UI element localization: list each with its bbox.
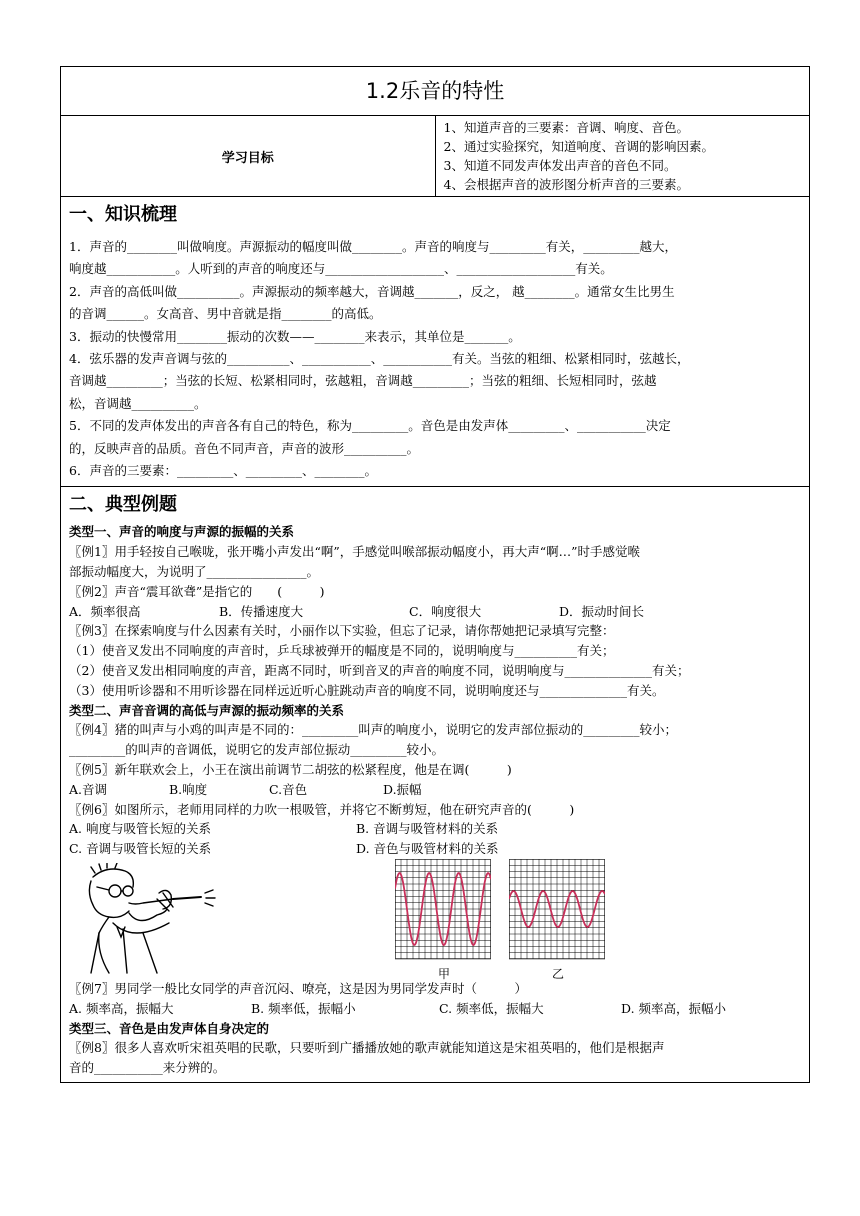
knowledge-line: 的音调______。女高音、男中音就是指________的高低。: [69, 306, 382, 322]
option: A．频率很高: [69, 603, 141, 619]
waveform-graph-jia: [395, 859, 491, 967]
option: C．响度很大: [409, 603, 482, 619]
option: C. 音调与吸管长短的关系: [69, 841, 212, 857]
option: C. 频率低，振幅大: [439, 1000, 544, 1016]
example-line: 〖例5〗新年联欢会上，小王在演出前调节二胡弦的松紧程度，他是在调( ): [69, 762, 512, 778]
options-row: [69, 819, 801, 839]
example-line: （2）使音叉发出相同响度的声音，距离不同时，听到音叉的声音的响度不同，说明响度与______________有关；: [69, 663, 690, 679]
option: B.响度: [169, 781, 208, 797]
options-row: [69, 780, 801, 800]
option: C.音色: [269, 781, 308, 797]
example-line: 音的___________来分辨的。: [69, 1060, 226, 1076]
knowledge-line: 1．声音的________叫做响度。声源振动的幅度叫做________。声音的响度与_________有关，_________越大，: [69, 239, 677, 254]
option: A. 响度与吸管长短的关系: [69, 821, 211, 837]
knowledge-line: 6．声音的三要素：_________、_________、________。: [69, 463, 377, 479]
section-heading: 一、知识梳理: [69, 204, 177, 225]
section-heading: 二、典型例题: [69, 494, 177, 516]
knowledge-section: [61, 197, 810, 487]
examples-section: [61, 487, 810, 1083]
option: D. 音色与吸管材料的关系: [356, 841, 499, 857]
knowledge-line: 4．弦乐器的发声音调与弦的__________、___________、___________有关。当弦的粗细、松紧相同时，弦越长，: [69, 351, 690, 367]
knowledge-line: 3．振动的快慢常用________振动的次数——________来表示，其单位是_______。: [69, 328, 521, 344]
options-row: [69, 602, 801, 622]
options-row: [69, 839, 801, 859]
knowledge-line: 的，反映声音的品质。音色不同声音，声音的波形__________。: [69, 440, 420, 456]
waveform-graph-yi: [509, 859, 605, 967]
knowledge-line: 5．不同的发声体发出的声音各有自己的特色，称为_________。音色是由发声体_________、___________决定: [69, 418, 671, 434]
options-row: [69, 999, 801, 1019]
option: B. 频率低，振幅小: [251, 1000, 356, 1016]
example-line: 〖例1〗用手轻按自己喉咙，张开嘴小声发出“啊”，手感觉叫喉部振动幅度小，再大声“啊…”时手感觉喉: [69, 544, 641, 560]
option: B. 音调与吸管材料的关系: [356, 821, 499, 837]
example-line: _________的叫声的音调低，说明它的发声部位振动_________较小。: [69, 742, 445, 758]
goal-item: 2、通过实验探究，知道响度、音调的影响因素。: [443, 139, 714, 154]
teacher-blowing-straw-illustration: [73, 863, 223, 975]
page-title: 1.2乐音的特性: [61, 67, 810, 116]
example-line: （1）使音叉发出不同响度的声音时，乒乓球被弹开的幅度是不同的，说明响度与__________有关；: [69, 643, 615, 659]
option: D.振幅: [383, 781, 422, 797]
type-heading: 类型二、声音音调的高低与声源的振动频率的关系: [69, 702, 345, 718]
knowledge-line: 松，音调越__________。: [69, 395, 207, 411]
option: D．振动时间长: [559, 603, 645, 619]
example-line: 〖例7〗男同学一般比女同学的声音沉闷、嘹亮，这是因为男同学发声时（ ）: [69, 981, 527, 997]
option: B．传播速度大: [219, 603, 304, 619]
type-heading: 类型三、音色是由发声体自身决定的: [69, 1020, 270, 1036]
worksheet: [60, 66, 810, 1083]
example-line: 〖例4〗猪的叫声与小鸡的叫声是不同的：_________叫声的响度小，说明它的发声部位振动的_________较小；: [69, 722, 677, 738]
example-line: 〖例6〗如图所示，老师用同样的力吹一根吸管，并将它不断剪短，他在研究声音的( ): [69, 801, 575, 817]
example-line: 〖例2〗声音“震耳欲聋”是指它的 ( ): [69, 583, 325, 599]
knowledge-line: 音调越_________；当弦的长短、松紧相同时，弦越粗，音调越_________；当弦的粗细、长短相同时，弦越: [69, 373, 657, 389]
goal-item: 3、知道不同发声体发出声音的音色不同。: [443, 158, 677, 173]
option: D. 频率高，振幅小: [621, 1000, 727, 1016]
example-line: （3）使用听诊器和不用听诊器在同样远近听心脏跳动声音的响度不同，说明响度还与______________有关。: [69, 682, 665, 698]
worksheet-table: [60, 66, 810, 1083]
graph-label-jia: 甲: [438, 967, 451, 982]
figures: [69, 859, 801, 982]
goal-item: 1、知道声音的三要素：音调、响度、音色。: [443, 120, 689, 135]
graph-grid: [509, 859, 605, 959]
option: A.音调: [69, 781, 108, 797]
option: A. 频率高，振幅大: [69, 1000, 174, 1016]
goals-label: 学习目标: [61, 116, 436, 197]
knowledge-line: 响度越___________。人听到的声音的响度还与___________________、___________________有关。: [69, 261, 613, 277]
knowledge-line: 2．声音的高低叫做__________。声源振动的频率越大，音调越_______，反之， 越________。通常女生比男生: [69, 283, 675, 299]
example-line: 部振动幅度大，为说明了________________。: [69, 564, 320, 580]
goals-list: [435, 116, 810, 197]
example-line: 〖例3〗在探索响度与什么因素有关时，小丽作以下实验，但忘了记录，请你帮她把记录填写完整：: [69, 623, 615, 639]
goal-item: 4、会根据声音的波形图分析声音的三要素。: [443, 177, 689, 192]
example-line: 〖例8〗很多人喜欢听宋祖英唱的民歌，只要听到广播播放她的歌声就能知道这是宋祖英唱的，他们是根据声: [69, 1040, 665, 1056]
type-heading: 类型一、声音的响度与声源的振幅的关系: [69, 524, 295, 540]
graph-label-yi: 乙: [552, 967, 565, 982]
